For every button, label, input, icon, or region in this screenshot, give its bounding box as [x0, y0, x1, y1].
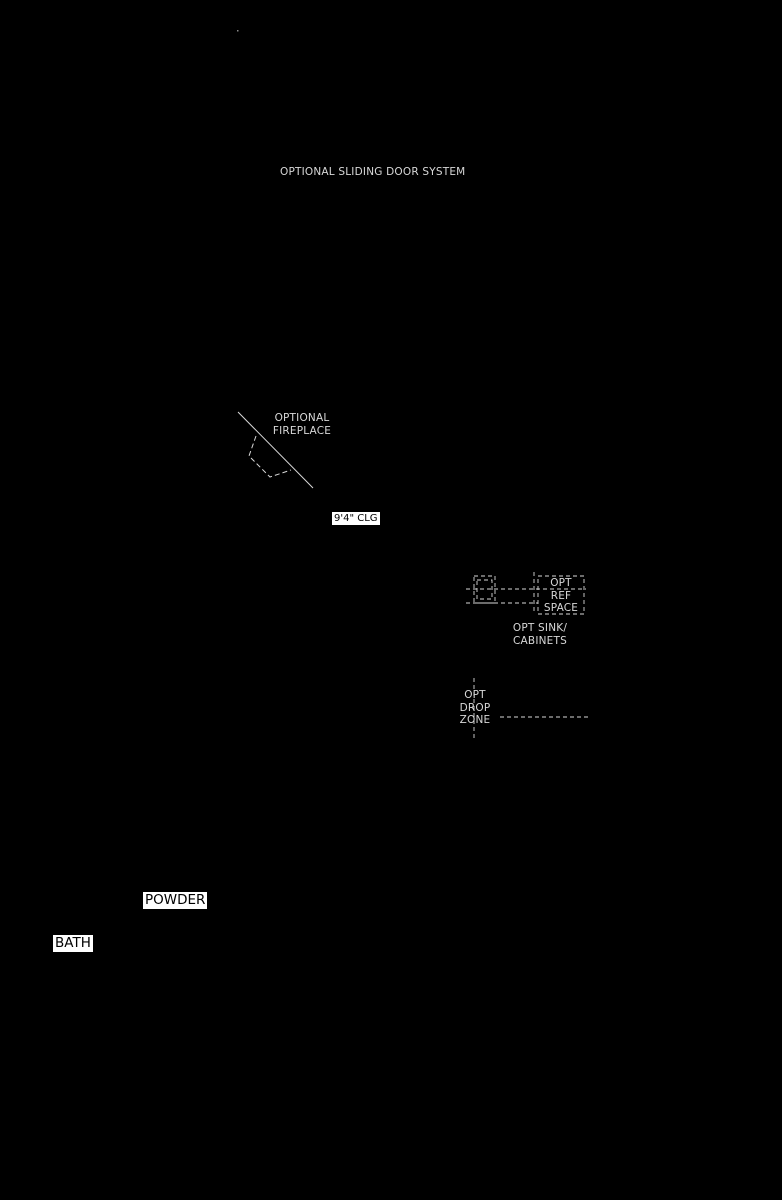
sink-cabinets-label-line-2: CABINETS — [513, 634, 567, 647]
sink-cabinets-label-line-1: OPT SINK/ — [512, 622, 568, 634]
drop-zone-label-line-2: DROP — [459, 701, 491, 714]
sliding-door-label — [280, 166, 465, 179]
ref-space-label — [540, 577, 582, 615]
fireplace-label-line-2: FIREPLACE — [272, 424, 332, 437]
bath-room-tag: BATH — [55, 935, 91, 951]
powder-room-tag: POWDER — [145, 892, 206, 908]
drop-zone-label-line-1: OPT — [464, 689, 486, 701]
fireplace-label — [269, 412, 335, 437]
ref-space-label-line-3: SPACE — [543, 602, 579, 614]
ref-space-label-line-2: REF — [550, 589, 572, 602]
ceiling-height-tag: 9'4" CLG — [334, 513, 378, 524]
sink-cabinets-label — [505, 622, 575, 647]
fireplace-hearth-outline — [249, 436, 291, 477]
sliding-door-text: OPTIONAL SLIDING DOOR SYSTEM — [280, 166, 466, 178]
fireplace-label-line-1: OPTIONAL — [274, 412, 330, 424]
drop-zone-label-line-3: ZONE — [459, 714, 491, 726]
ref-space-label-line-1: OPT — [550, 577, 572, 589]
sink-basin-inner — [477, 580, 492, 599]
top-mark — [237, 30, 239, 32]
drop-zone-label — [454, 689, 496, 727]
